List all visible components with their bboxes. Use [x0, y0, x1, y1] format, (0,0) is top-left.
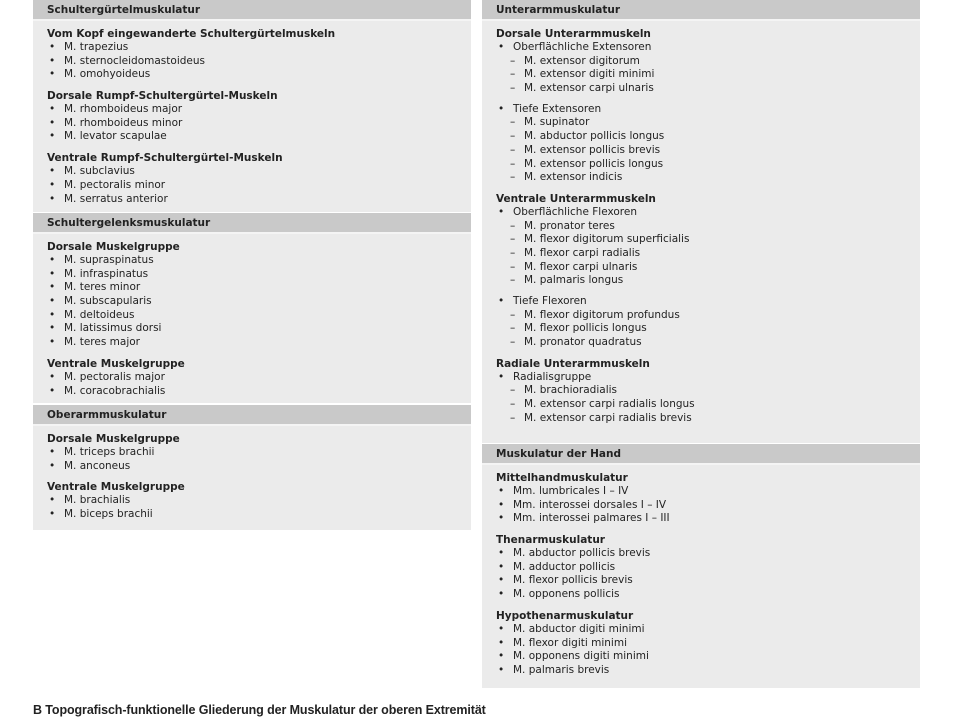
sub-list-item — [496, 130, 920, 144]
list-item — [47, 68, 471, 82]
dash-icon: – — [510, 274, 516, 287]
item-text: M. supinator — [524, 116, 590, 129]
dash-icon: – — [510, 384, 516, 397]
bullet-icon: • — [49, 130, 56, 143]
sub-list-item — [496, 220, 920, 234]
muscle-group — [496, 192, 920, 350]
bullet-icon: • — [49, 322, 56, 335]
item-text: M. opponens digiti minimi — [513, 650, 649, 663]
section-header: Schultergürtelmuskulatur — [33, 0, 471, 21]
list-block — [47, 322, 471, 336]
list-item — [47, 494, 471, 508]
list-block — [496, 561, 920, 575]
item-text: M. flexor digiti minimi — [513, 636, 627, 649]
list-item — [496, 574, 920, 588]
item-text: M. deltoideus — [64, 308, 135, 321]
sub-list-item — [496, 261, 920, 275]
list-item — [47, 117, 471, 131]
item-text: M. flexor digitorum profundus — [524, 308, 680, 321]
item-text: M. adductor pollicis — [513, 560, 616, 573]
item-text: M. flexor digitorum superficialis — [524, 233, 690, 246]
item-text: M. trapezius — [64, 41, 129, 53]
dash-icon: – — [510, 308, 516, 321]
item-text: M. pectoralis major — [64, 370, 165, 383]
list-block — [496, 499, 920, 513]
dash-icon: – — [510, 398, 516, 411]
muscle-group — [496, 27, 920, 185]
bullet-icon: • — [49, 281, 56, 294]
list-block — [47, 268, 471, 282]
list-block — [47, 165, 471, 179]
bullet-icon: • — [498, 636, 505, 649]
group-heading: Thenarmuskulatur — [496, 534, 605, 547]
group-heading: Dorsale Muskelgruppe — [47, 433, 180, 445]
list-item — [47, 385, 471, 399]
list-block — [496, 295, 920, 350]
muscle-group — [496, 609, 920, 678]
list-item — [47, 254, 471, 268]
sub-list-item — [496, 398, 920, 412]
bullet-icon: • — [498, 574, 505, 587]
list-block — [47, 371, 471, 385]
list-block — [496, 650, 920, 664]
bullet-icon: • — [49, 68, 56, 81]
dash-icon: – — [510, 171, 516, 184]
muscle-group — [47, 480, 471, 521]
list-item — [47, 130, 471, 144]
sub-list-item — [496, 384, 920, 398]
list-block — [496, 623, 920, 637]
list-item — [47, 165, 471, 179]
muscle-group — [496, 357, 920, 426]
list-item — [47, 322, 471, 336]
sub-list-item — [496, 322, 920, 336]
list-block — [496, 371, 920, 426]
table-section — [482, 0, 920, 443]
item-text: Mm. lumbricales I – IV — [513, 485, 629, 497]
group-heading: Ventrale Unterarmmuskeln — [496, 192, 656, 205]
item-text: M. flexor pollicis brevis — [513, 574, 633, 587]
dash-icon: – — [510, 219, 516, 232]
list-block — [47, 254, 471, 268]
list-item — [496, 664, 920, 678]
list-block — [47, 309, 471, 323]
dash-icon: – — [510, 116, 516, 129]
item-text: M. serratus anterior — [64, 192, 168, 205]
item-text: M. anconeus — [64, 459, 131, 472]
group-heading: Mittelhandmuskulatur — [496, 472, 628, 484]
bullet-icon: • — [49, 508, 56, 521]
item-text: Oberflächliche Extensoren — [513, 41, 652, 53]
list-block — [496, 485, 920, 499]
item-text: M. rhomboideus major — [64, 103, 183, 116]
item-text: M. flexor pollicis longus — [524, 322, 647, 335]
section-body — [33, 234, 471, 403]
list-item — [496, 623, 920, 637]
group-heading: Hypothenarmuskulatur — [496, 609, 634, 622]
bullet-icon: • — [498, 512, 505, 525]
item-text: Radialisgruppe — [513, 370, 592, 383]
item-text: M. coracobrachialis — [64, 384, 166, 397]
group-heading: Ventrale Rumpf-Schultergürtel-Muskeln — [47, 152, 283, 165]
sub-list-item — [496, 68, 920, 82]
item-text: M. abductor pollicis brevis — [513, 547, 651, 560]
bullet-icon: • — [498, 663, 505, 676]
item-text: M. flexor carpi ulnaris — [524, 260, 638, 273]
group-heading: Ventrale Muskelgruppe — [47, 357, 185, 370]
item-text: M. biceps brachii — [64, 508, 153, 521]
list-block — [47, 41, 471, 55]
list-item — [47, 193, 471, 207]
list-item — [496, 588, 920, 602]
sub-list-item — [496, 144, 920, 158]
item-text: M. extensor carpi radialis longus — [524, 398, 695, 411]
list-block — [47, 446, 471, 460]
item-text: M. triceps brachii — [64, 446, 155, 458]
muscle-group — [47, 432, 471, 473]
item-text: Tiefe Flexoren — [513, 295, 587, 307]
bullet-icon: • — [49, 54, 56, 67]
list-item — [47, 41, 471, 55]
item-text: M. pronator quadratus — [524, 336, 642, 349]
sub-list-item — [496, 116, 920, 130]
table-section — [33, 405, 471, 530]
item-text: M. extensor pollicis brevis — [524, 143, 661, 156]
sub-list-item — [496, 171, 920, 185]
list-item — [496, 637, 920, 651]
list-block — [47, 193, 471, 207]
bullet-icon: • — [498, 560, 505, 573]
bullet-icon: • — [49, 336, 56, 349]
bullet-icon: • — [498, 588, 505, 601]
item-text: Oberflächliche Flexoren — [513, 205, 637, 218]
section-header: Schultergelenksmuskulatur — [33, 213, 471, 234]
list-block — [47, 385, 471, 399]
item-text: M. extensor indicis — [524, 171, 623, 184]
item-text: M. pronator teres — [524, 219, 615, 232]
list-block — [47, 130, 471, 144]
item-text: M. extensor carpi radialis brevis — [524, 411, 692, 424]
list-block — [47, 68, 471, 82]
dash-icon: – — [510, 157, 516, 170]
bullet-icon: • — [498, 650, 505, 663]
bullet-icon: • — [498, 370, 505, 383]
list-block — [47, 281, 471, 295]
list-item — [496, 206, 920, 220]
list-block — [47, 117, 471, 131]
item-text: M. levator scapulae — [64, 130, 167, 143]
item-text: M. opponens pollicis — [513, 588, 620, 601]
bullet-icon: • — [498, 498, 505, 511]
table-section — [33, 213, 471, 403]
sub-list-item — [496, 233, 920, 247]
list-item — [496, 485, 920, 499]
list-block — [496, 574, 920, 588]
section-body — [33, 426, 471, 530]
dash-icon: – — [510, 68, 516, 81]
item-text: M. subclavius — [64, 165, 135, 178]
group-heading: Dorsale Unterarmmuskeln — [496, 28, 651, 40]
table-section — [33, 0, 471, 212]
group-heading: Dorsale Rumpf-Schultergürtel-Muskeln — [47, 90, 278, 103]
bullet-icon: • — [49, 494, 56, 507]
dash-icon: – — [510, 82, 516, 95]
bullet-icon: • — [49, 308, 56, 321]
bullet-icon: • — [498, 295, 505, 307]
bullet-icon: • — [49, 103, 56, 116]
bullet-icon: • — [49, 178, 56, 191]
bullet-icon: • — [498, 622, 505, 635]
list-item — [47, 103, 471, 117]
item-text: M. subscapularis — [64, 295, 152, 308]
sub-list-item — [496, 274, 920, 288]
bullet-icon: • — [49, 165, 56, 178]
list-block — [496, 41, 920, 96]
list-item — [47, 179, 471, 193]
item-text: M. extensor carpi ulnaris — [524, 82, 654, 95]
sub-list-item — [496, 336, 920, 350]
muscle-group — [47, 27, 471, 82]
table-section — [482, 444, 920, 688]
list-item — [47, 309, 471, 323]
group-heading: Radiale Unterarmmuskeln — [496, 357, 650, 370]
sub-list-item — [496, 158, 920, 172]
bullet-icon: • — [49, 446, 56, 458]
list-item — [47, 268, 471, 282]
sub-list-item — [496, 412, 920, 426]
sub-list-item — [496, 82, 920, 96]
sub-list-item — [496, 247, 920, 261]
list-item — [496, 103, 920, 117]
dash-icon: – — [510, 54, 516, 67]
item-text: M. extensor digitorum — [524, 54, 640, 67]
list-item — [47, 446, 471, 460]
list-item — [47, 295, 471, 309]
item-text: M. infraspinatus — [64, 267, 149, 280]
bullet-icon: • — [49, 267, 56, 280]
list-item — [47, 460, 471, 474]
item-text: M. latissimus dorsi — [64, 322, 162, 335]
section-header: Oberarmmuskulatur — [33, 405, 471, 426]
list-item — [47, 281, 471, 295]
list-item — [496, 499, 920, 513]
list-block — [496, 588, 920, 602]
muscle-group — [496, 471, 920, 526]
list-item — [47, 336, 471, 350]
section-header: Unterarmmuskulatur — [482, 0, 920, 21]
list-item — [496, 561, 920, 575]
section-body — [33, 21, 471, 212]
list-item — [47, 371, 471, 385]
muscle-group — [47, 357, 471, 398]
item-text: M. rhomboideus minor — [64, 116, 183, 129]
dash-icon: – — [510, 143, 516, 156]
bullet-icon: • — [498, 205, 505, 218]
sub-list-item — [496, 55, 920, 69]
item-text: Tiefe Extensoren — [513, 102, 602, 115]
item-text: Mm. interossei palmares I – III — [513, 512, 670, 525]
group-heading: Vom Kopf eingewanderte Schultergürtelmuskeln — [47, 28, 336, 40]
bullet-icon: • — [49, 116, 56, 129]
section-header: Muskulatur der Hand — [482, 444, 920, 465]
list-block — [496, 103, 920, 185]
list-block — [496, 664, 920, 678]
item-text: M. omohyoideus — [64, 68, 151, 81]
sub-list-item — [496, 309, 920, 323]
dash-icon: – — [510, 130, 516, 143]
item-text: Mm. interossei dorsales I – IV — [513, 498, 667, 511]
list-block — [47, 494, 471, 508]
item-text: M. abductor digiti minimi — [513, 622, 645, 635]
item-text: M. supraspinatus — [64, 254, 154, 266]
dash-icon: – — [510, 246, 516, 259]
list-item — [496, 547, 920, 561]
list-block — [47, 179, 471, 193]
list-block — [47, 460, 471, 474]
bullet-icon: • — [498, 102, 505, 115]
list-block — [496, 512, 920, 526]
bullet-icon: • — [49, 192, 56, 205]
bullet-icon: • — [49, 41, 56, 53]
item-text: M. extensor pollicis longus — [524, 157, 664, 170]
section-body — [482, 21, 920, 443]
list-block — [496, 206, 920, 288]
group-heading: Ventrale Muskelgruppe — [47, 481, 185, 494]
item-text: M. brachioradialis — [524, 384, 617, 397]
bullet-icon: • — [49, 459, 56, 472]
bullet-icon: • — [49, 254, 56, 266]
list-block — [47, 103, 471, 117]
muscle-group — [47, 151, 471, 206]
dash-icon: – — [510, 233, 516, 246]
list-block — [47, 295, 471, 309]
bullet-icon: • — [498, 41, 505, 53]
list-block — [496, 547, 920, 561]
item-text: M. brachialis — [64, 494, 131, 507]
dash-icon: – — [510, 411, 516, 424]
list-block — [47, 508, 471, 522]
list-item — [47, 508, 471, 522]
item-text: M. sternocleidomastoideus — [64, 54, 205, 67]
group-heading: Dorsale Muskelgruppe — [47, 241, 180, 253]
item-text: M. teres major — [64, 336, 140, 349]
item-text: M. teres minor — [64, 281, 141, 294]
muscle-group — [47, 89, 471, 144]
item-text: M. palmaris longus — [524, 274, 624, 287]
list-item — [496, 371, 920, 385]
bullet-icon: • — [49, 295, 56, 308]
list-item — [496, 512, 920, 526]
muscle-group — [496, 533, 920, 602]
item-text: M. abductor pollicis longus — [524, 130, 665, 143]
bullet-icon: • — [498, 547, 505, 560]
dash-icon: – — [510, 336, 516, 349]
item-text: M. flexor carpi radialis — [524, 246, 641, 259]
bullet-icon: • — [498, 485, 505, 497]
list-block — [47, 55, 471, 69]
list-block — [496, 637, 920, 651]
item-text: M. pectoralis minor — [64, 178, 166, 191]
figure-caption: B Topografisch-funktionelle Gliederung der Muskulatur der oberen Extremität — [33, 703, 486, 717]
dash-icon: – — [510, 260, 516, 273]
item-text: M. palmaris brevis — [513, 663, 610, 676]
dash-icon: – — [510, 322, 516, 335]
item-text: M. extensor digiti minimi — [524, 68, 655, 81]
bullet-icon: • — [49, 384, 56, 397]
muscle-group — [47, 240, 471, 350]
bullet-icon: • — [49, 370, 56, 383]
list-item — [496, 41, 920, 55]
list-item — [496, 295, 920, 309]
list-item — [496, 650, 920, 664]
list-item — [47, 55, 471, 69]
list-block — [47, 336, 471, 350]
section-body — [482, 465, 920, 688]
